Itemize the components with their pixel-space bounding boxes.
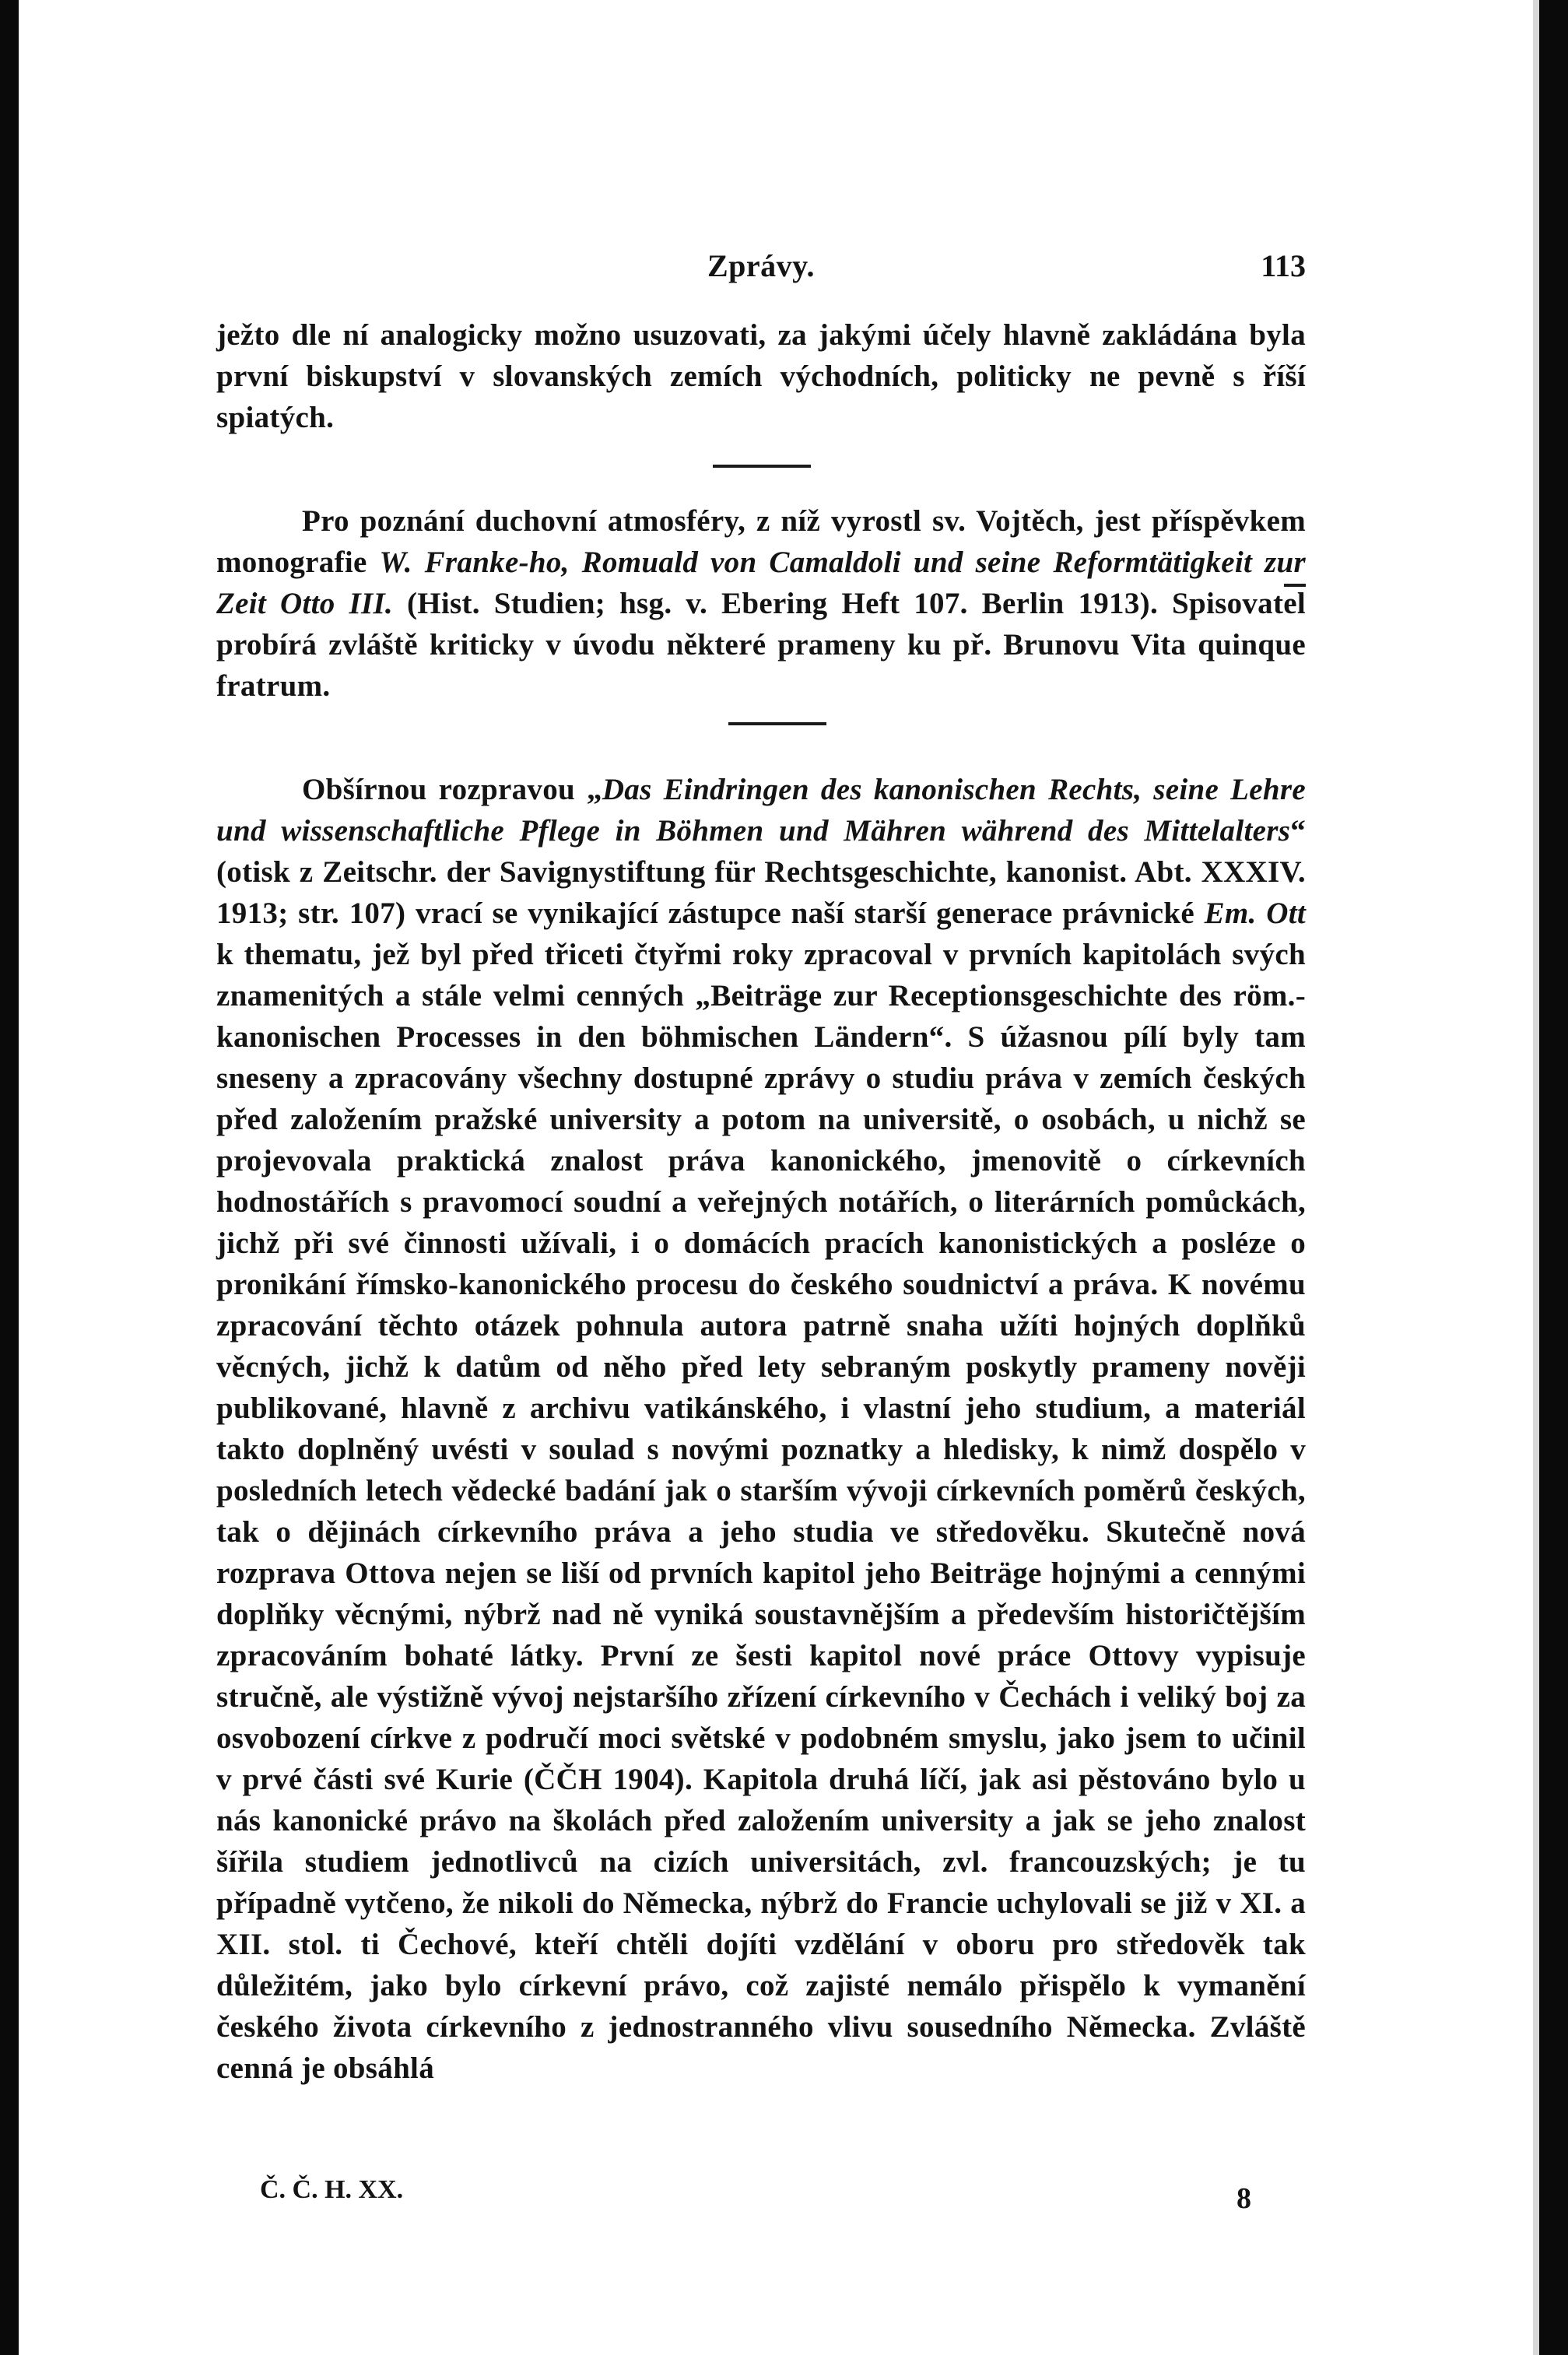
page-header <box>216 233 1306 296</box>
paragraph-2-text-b: (Hist. Studien; hsg. v. Ebering Heft 107. Berlin 1913). Spisovatel probírá zvláště kriticky v úvodu některé prameny ku př. Brunovu Vita quinque fratrum. <box>216 587 1306 703</box>
running-title: Zprávy. <box>707 248 815 283</box>
page-number: 113 <box>1261 248 1306 283</box>
paragraph-2 <box>216 500 1306 707</box>
signature-mark: Č. Č. H. XX. <box>260 2175 404 2204</box>
paragraph-3-text-a: Obšírnou rozpravou „ <box>302 773 602 806</box>
paragraph-3-text-b: “ (otisk z Zeitschr. der Savignystiftung für Rechtsgeschichte, kanonist. Abt. XXXIV. 1913; str. 107) vrací se vynikající zástupce naší starší generace právnické <box>216 814 1306 930</box>
paragraph-1: ježto dle ní analogicky možno usuzovati, za jakými účely hlavně zakládána byla první biskupství v slovanských zemích východních, politicky ne pevně s říší spiatých. <box>216 318 1306 434</box>
page <box>216 233 1306 2215</box>
scan-border-left <box>0 0 19 2355</box>
scan-border-right-edge <box>1533 0 1539 2355</box>
paragraph-3-title: Das Eindringen des kanonischen Rechts, seine Lehre und wissenschaftliche Pflege in Böhmen und Mähren während des Mittelalters <box>216 773 1306 848</box>
paragraph-2-text-a: Pro poznání duchovní atmosféry, z níž vyrostl sv. Vojtěch, jest příspěvkem monografie <box>216 504 1306 579</box>
paragraph-3-text-c: k thematu, jež byl před třiceti čtyřmi roky zpracoval v prvních kapitolách svých znamenitých a stále velmi cenných „Beiträge zur Receptionsgeschichte des röm.-kanonischen Processes in den böhmischen Ländern“. S úžasnou pílí byly tam sneseny a zpracovány všechny dostupné zprávy o studiu práva v zemích českých před založením pražské university a potom na universitě, o osobách, u nichž se projevovala praktická znalost práva kanonického, jmenovitě o církevních hodnostářích s pravomocí soudní a veřejných notářích, o literárních pomůckách, jichž při své činnosti užívali, i o domácích pracích kanonistických a posléze o pronikání římsko-kanonického procesu do českého soudnictví a práva. K novému zpracování těchto otázek pohnula autora patrně snaha užíti hojných doplňků věcných, jichž k datům od něho před lety sebraným poskytly prameny nověji publikované, hlavně z archivu vatikánského, i vlastní jeho studium, a materiál takto doplněný uvésti v soulad s novými poznatky a hledisky, k nimž dospělo v posledních letech vědecké badání jak o starším vývoji církevních poměrů českých, tak o dějinách církevního práva a jeho studia ve středověku. Skutečně nová rozprava Ottova nejen se liší od prvních kapitol jeho Beiträge hojnými a cennými doplňky věcnými, nýbrž nad ně vyniká soustavnějším a především historičtějším zpracováním bohaté látky. První ze šesti kapitol nové práce Ottovy vypisuje stručně, ale výstižně vývoj nejstaršího zřízení církevního v Čechách i veliký boj za osvobození církve z područí moci světské v podobném smyslu, jako jsem to učinil v prvé části své Kurie (ČČH 1904). Kapitola druhá líčí, jak asi pěstováno bylo u nás kanonické právo na školách před založením university a jak se jeho znalost šířila studiem jednotlivců na cizích universitách, zvl. francouzských; je tu případně vytčeno, že nikoli do Německa, nýbrž do Francie uchylovali se již v XI. a XII. stol. ti Čechové, kteří chtěli dojíti vzdělání v oboru pro středověk tak důležitém, jako bylo církevní právo, což zajisté nemálo přispělo k vymanění českého života církevního z jednostranného vlivu sousedního Německa. Zvláště cenná je obsáhlá <box>216 938 1306 2085</box>
body-text <box>216 314 1306 2089</box>
gathering-number: 8 <box>1237 2182 1251 2215</box>
page-footer <box>260 2175 1251 2222</box>
paragraph-3-author: Em. Ott <box>1204 897 1306 930</box>
paragraph-3 <box>216 769 1306 2089</box>
scan-border-right <box>1539 0 1568 2355</box>
paragraph-2-title: W. Franke-ho, Romuald von Camaldoli und seine Reformtätigkeit zur Zeit Otto III. <box>216 546 1306 620</box>
margin-mark <box>1284 584 1306 587</box>
